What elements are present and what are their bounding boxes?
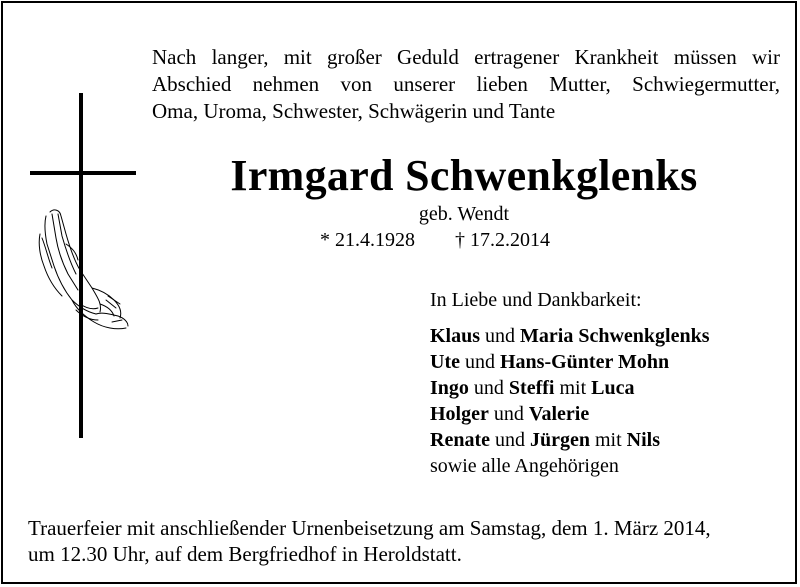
mourners-intro: In Liebe und Dankbarkeit: [430,289,642,311]
mourner-name: Ingo [430,377,469,399]
mourner-row [430,427,710,453]
intro-line-3: Oma, Uroma, Schwester, Schwägerin und Tante [152,99,556,123]
mourner-row [430,323,710,349]
praying-hands-icon [36,204,130,334]
mourner-name: Ute [430,351,460,373]
mourner-name: Renate [430,429,490,451]
joiner: und [468,377,509,399]
joiner: und [489,429,530,451]
mourner-name: Maria Schwenkglenks [520,325,710,347]
funeral-line-1: Trauerfeier mit anschließender Urnenbeisetzung am Samstag, dem 1. März 2014, [28,516,711,540]
joiner: und [459,351,500,373]
mourner-name: Hans-Günter Mohn [499,351,670,373]
death-date: † 17.2.2014 [455,229,550,251]
joiner: mit [554,377,592,399]
mourner-name: Luca [591,377,635,399]
intro-line-2: Abschied nehmen von unserer lieben Mutter, Schwiegermutter, [152,72,780,96]
funeral-info [28,515,711,567]
life-dates [320,228,550,252]
intro-line-1: Nach langer, mit großer Geduld ertragener Krankheit müssen wir [152,45,780,69]
joiner: mit [589,429,627,451]
funeral-line-2: um 12.30 Uhr, auf dem Bergfriedhof in Heroldstatt. [28,542,462,566]
mourner-name: Klaus [430,325,481,347]
mourner-name: Jürgen [529,429,590,451]
birth-name: geb. Wendt [418,203,510,225]
birth-date: * 21.4.1928 [320,229,415,251]
intro-text [152,44,780,125]
mourner-name: Steffi [508,377,555,399]
mourners-closing: sowie alle Angehörigen [430,455,619,477]
mourner-row [430,349,710,375]
mourner-name: Holger [430,403,489,425]
mourner-row [430,375,710,401]
mourner-row [430,401,710,427]
mourner-name: Valerie [528,403,590,425]
joiner: und [488,403,529,425]
mourners-list [430,323,710,479]
deceased-name: Irmgard Schwenkglenks [230,151,698,200]
joiner: und [480,325,521,347]
mourner-name: Nils [626,429,660,451]
